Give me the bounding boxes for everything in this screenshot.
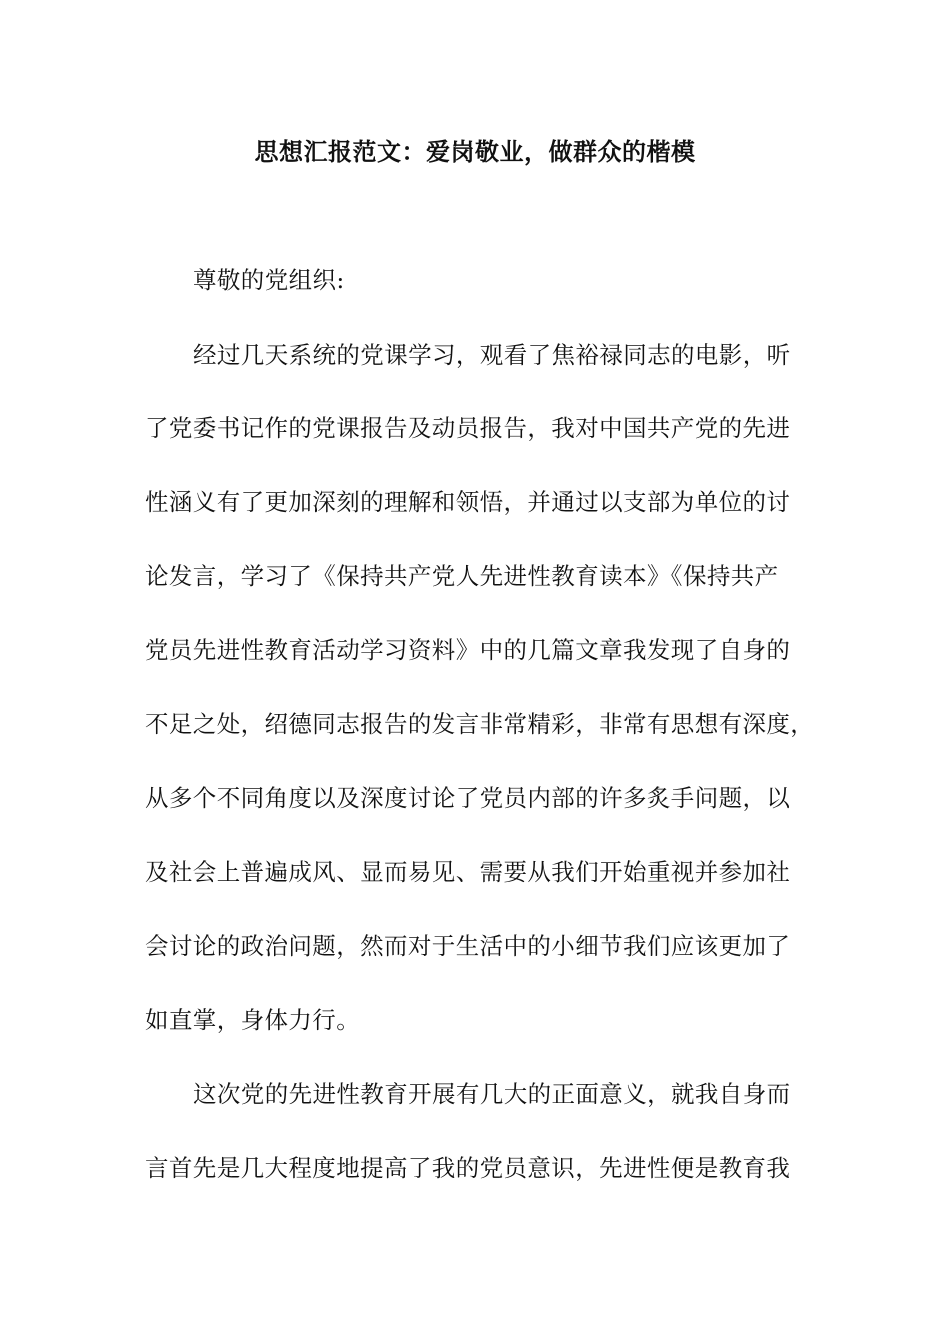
paragraph-line: 经过几天系统的党课学习，观看了焦裕禄同志的电影，听 [193,341,791,369]
paragraph-line: 了党委书记作的党课报告及动员报告，我对中国共产党的先进 [145,414,791,442]
paragraph-line: 如直掌，身体力行。 [145,1006,361,1034]
paragraph-line: 会讨论的政治问题，然而对于生活中的小细节我们应该更加了 [145,932,791,960]
paragraph-line: 这次党的先进性教育开展有几大的正面意义，就我自身而 [193,1080,791,1108]
document-title: 思想汇报范文：爱岗敬业，做群众的楷模 [254,138,696,166]
salutation: 尊敬的党组织: [193,266,345,294]
paragraph-line: 性涵义有了更加深刻的理解和领悟，并通过以支部为单位的讨 [145,488,791,516]
paragraph-line: 论发言，学习了《保持共产党人先进性教育读本》《保持共产 [145,562,779,590]
paragraph-line: 言首先是几大程度地提高了我的党员意识，先进性便是教育我 [145,1154,791,1182]
paragraph-line: 不足之处，绍德同志报告的发言非常精彩，非常有思想有深度， [145,710,815,738]
paragraph-line: 党员先进性教育活动学习资料》中的几篇文章我发现了自身的 [145,636,791,664]
paragraph-line: 从多个不同角度以及深度讨论了党员内部的许多炙手问题，以 [145,784,791,812]
paragraph-line: 及社会上普遍成风、显而易见、需要从我们开始重视并参加社 [145,858,791,886]
